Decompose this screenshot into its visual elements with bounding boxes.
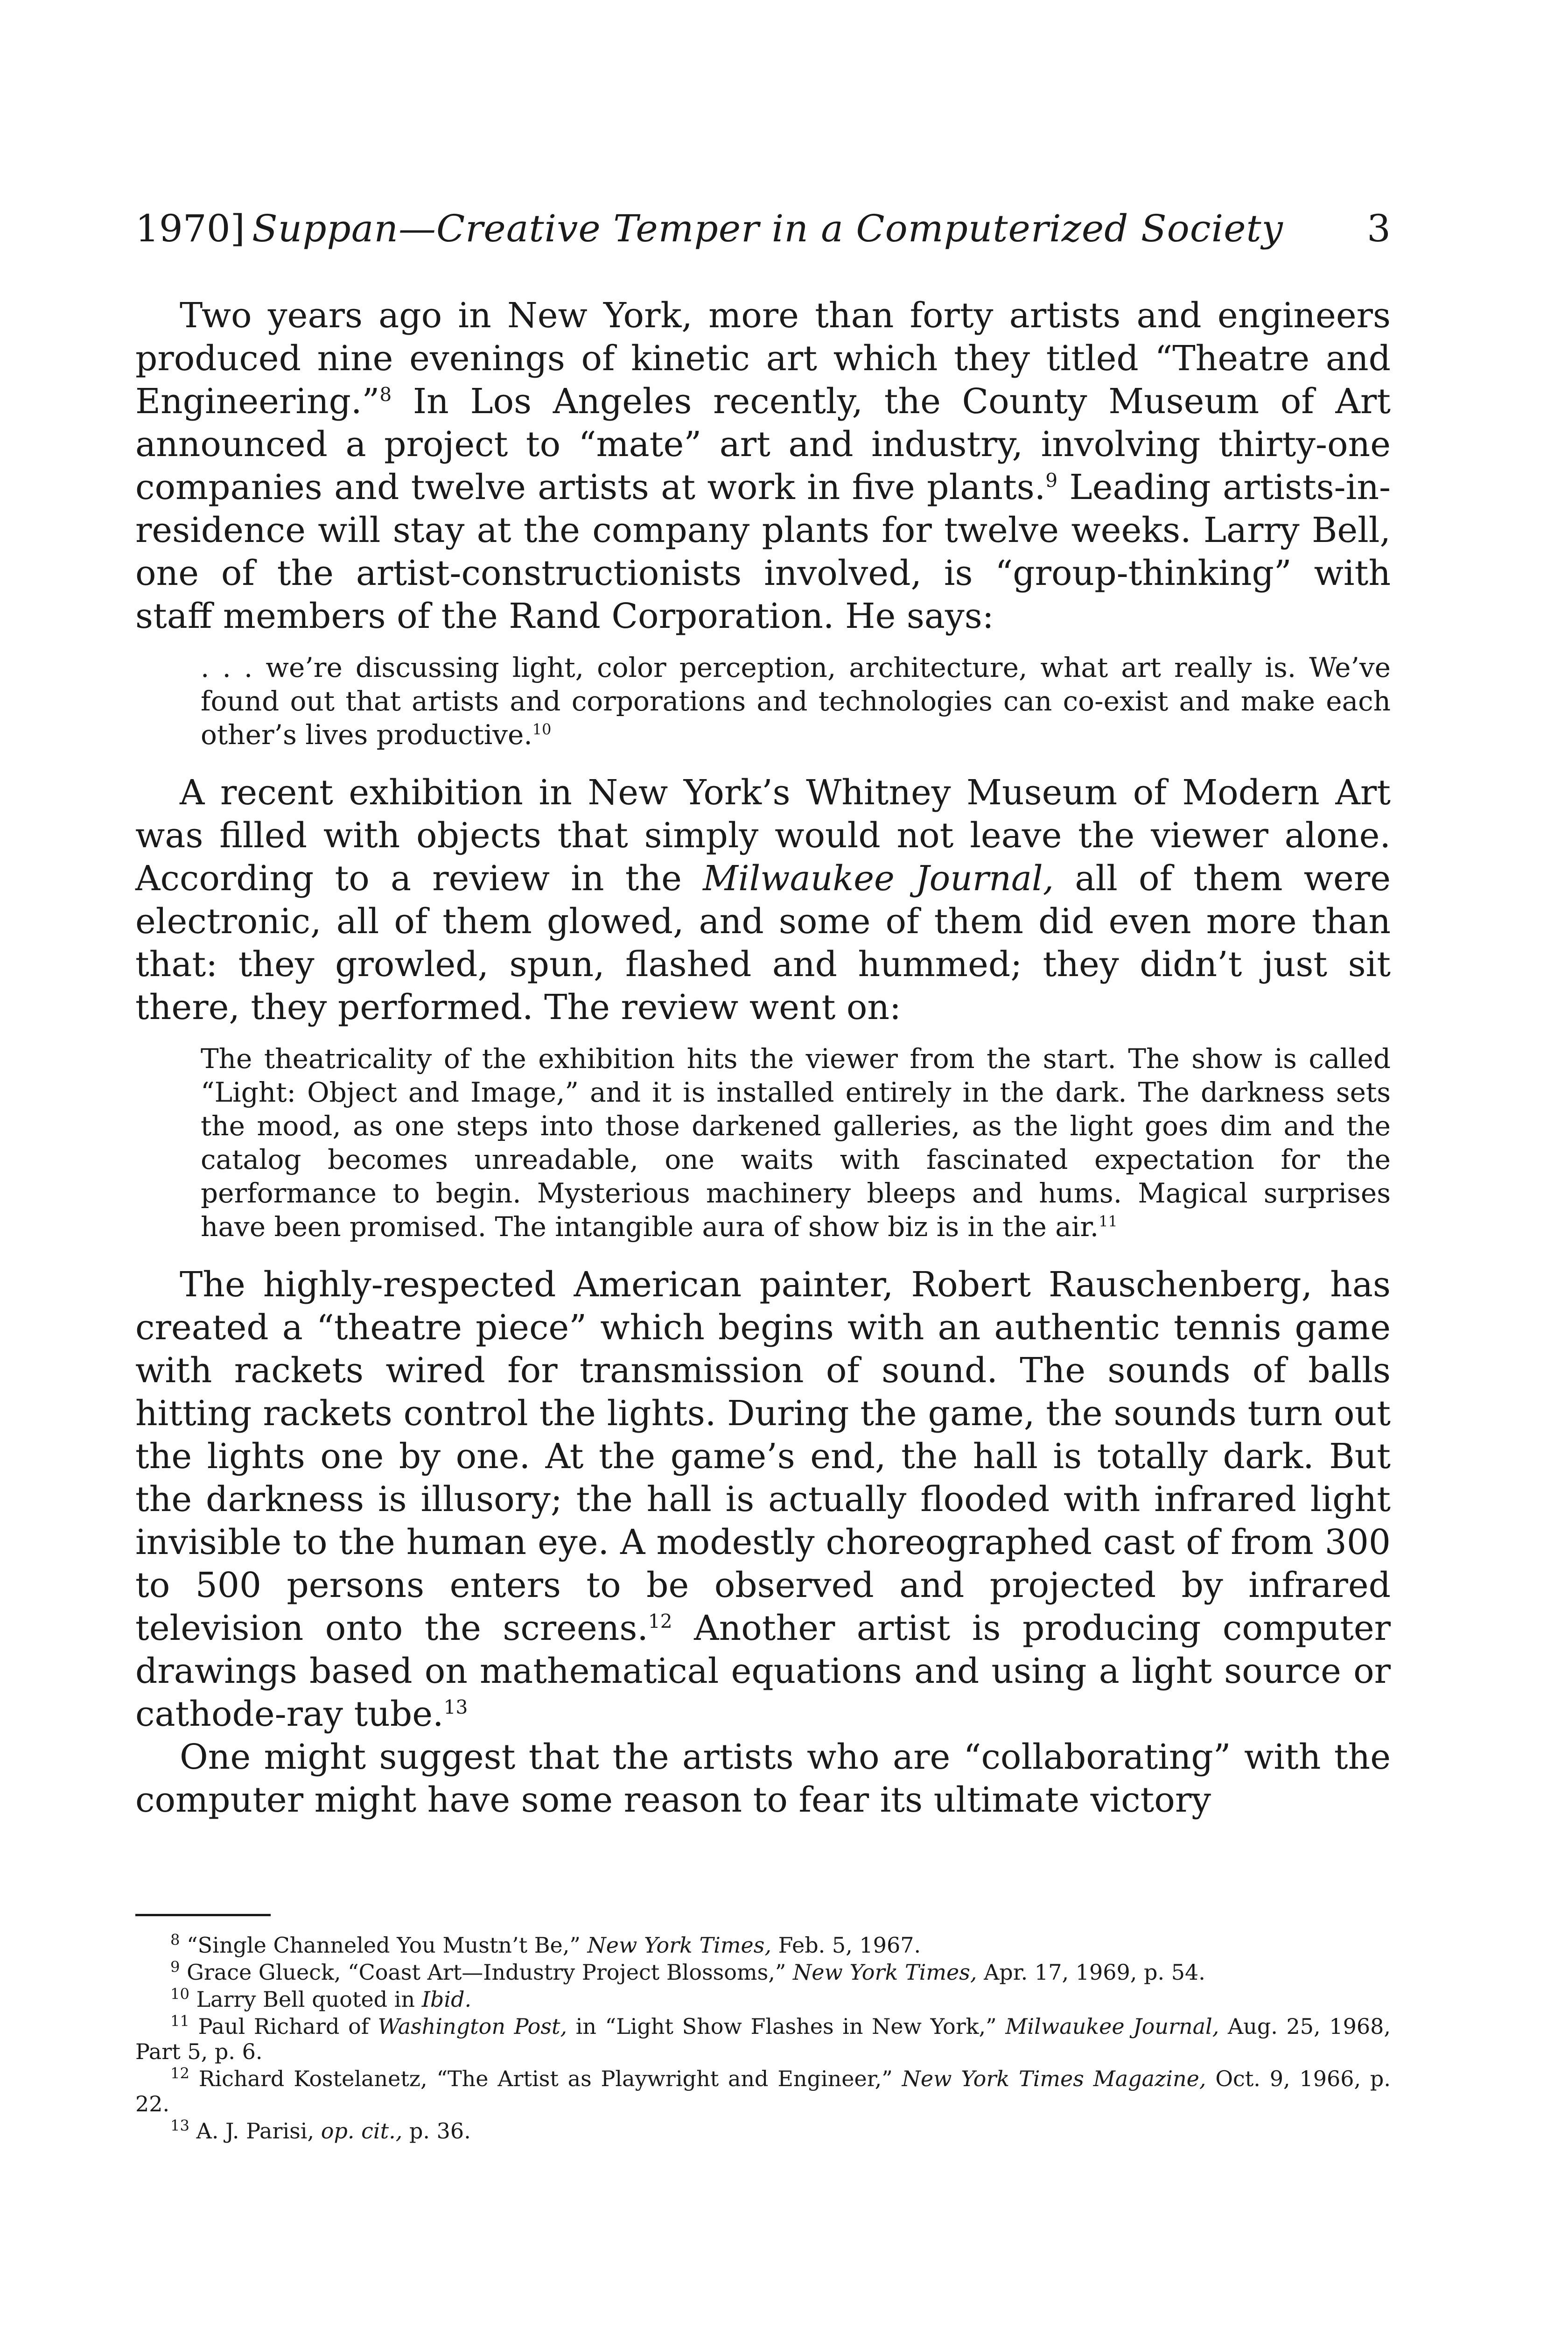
footnote-text: Richard Kostelanetz, “The Artist as Playwright and Engineer,” xyxy=(198,2066,902,2091)
quote-text: . . . we’re discussing light, color perception, architecture, what art really is. We’ve found out that artists and corporations and technologies can co-exist and make each other’s lives productive. xyxy=(201,652,1391,751)
footnote xyxy=(135,2118,1391,2144)
paragraph-text: In Los Angeles recently, the County Museum of Art announced a project to “mate” art and industry, involving thirty-one companies and twelve artists at work in five plants. xyxy=(135,381,1391,507)
footnote-ref: 9 xyxy=(1045,469,1058,492)
footnote-italic: Ibid. xyxy=(421,1987,472,2012)
footnote-text: Grace Glueck, “Coast Art—Industry Project Blossoms,” xyxy=(187,1960,793,1985)
block-quote-1 xyxy=(201,651,1391,752)
quote-text: The theatricality of the exhibition hits the viewer from the start. The show is called “Light: Object and Image,” and it is installed entirely in the dark. The darkness sets the mood, as one steps into those darkened galleries, as the light goes dim and the catalog becomes unreadable, one waits with fascinated expectation for the performance to begin. Mysterious machinery bleeps and hums. Magical surprises have been promised. The intangible aura of show biz is in the air. xyxy=(201,1043,1391,1243)
footnote-number: 11 xyxy=(170,2012,189,2030)
paragraph-text: Two years ago in New York, more than forty artists and engineers produced nine evenings of kinetic art which they titled “Theatre and Engineering.” xyxy=(135,295,1391,422)
footnote-text: in “Light Show Flashes in New York,” xyxy=(567,2014,1006,2039)
footnote-text: p. 36. xyxy=(402,2118,471,2144)
article-body xyxy=(135,294,1391,1821)
footnote-text: A. J. Parisi, xyxy=(196,2118,321,2144)
footnote xyxy=(135,2066,1391,2116)
footnote-ref: 8 xyxy=(379,383,392,406)
paragraph-3 xyxy=(135,1263,1391,1736)
footnote-italic: New York Times, xyxy=(587,1933,771,1958)
header-year: 1970] xyxy=(135,207,245,250)
footnote xyxy=(135,1960,1391,1985)
footnote-number: 12 xyxy=(170,2064,189,2082)
running-header xyxy=(135,201,1391,257)
footnote-text: Aug. 25, 1968, Part 5, p. 6. xyxy=(135,2014,1391,2064)
footnote xyxy=(135,1987,1391,2012)
paragraph-4: One might suggest that the artists who are “collaborating” with the computer might have some reason to fear its ultimate victory xyxy=(135,1737,1391,1820)
paragraph-text: A recent exhibition in New York’s Whitney Museum of Modern Art was filled with objects that simply would not leave the viewer alone. According to a review in the xyxy=(135,773,1391,899)
footnote-number: 8 xyxy=(170,1931,180,1949)
footnote-divider xyxy=(135,1914,271,1916)
block-quote-2 xyxy=(201,1042,1391,1244)
footnote-ref: 11 xyxy=(1099,1212,1118,1230)
footnotes xyxy=(135,1933,1391,2145)
footnote-text: Larry Bell quoted in xyxy=(196,1987,422,2012)
paragraph-text: all of them were electronic, all of them glowed, and some of them did even more than that: they growled, spun, flashed and hummed; they didn’t just sit there, they performed. The review went on: xyxy=(135,858,1391,1027)
footnote-text: Paul Richard of xyxy=(198,2014,378,2039)
footnote-number: 10 xyxy=(170,1985,189,2003)
paragraph-text: Another artist is producing computer drawings based on mathematical equations and using a light source or cathode-ray tube. xyxy=(135,1608,1391,1734)
footnote-number: 9 xyxy=(170,1958,180,1976)
footnote-text: Oct. 9, 1966, p. 22. xyxy=(135,2066,1391,2116)
paragraph-2 xyxy=(135,771,1391,1029)
paragraph-text: The highly-respected American painter, Robert Rauschenberg, has created a “theatre piece” which begins with an authentic tennis game with rackets wired for transmission of sound. The sounds of balls hitting rackets control the lights. During the game, the sounds turn out the lights one by one. At the game’s end, the hall is totally dark. But the darkness is illusory; the hall is actually flooded with infrared light invisible to the human eye. A modestly choreographed cast of from 300 to 500 persons enters to be observed and projected by infrared television onto the screens. xyxy=(135,1265,1391,1648)
page-number: 3 xyxy=(1367,207,1391,250)
footnote-ref: 13 xyxy=(443,1696,468,1719)
footnote xyxy=(135,1933,1391,1958)
footnote-italic: op. cit., xyxy=(321,2118,403,2144)
footnote xyxy=(135,2014,1391,2064)
running-title: Suppan—Creative Temper in a Computerized Society xyxy=(252,207,1283,250)
footnote-text: Apr. 17, 1969, p. 54. xyxy=(977,1960,1205,1985)
footnote-italic: New York Times, xyxy=(792,1960,977,1985)
footnote-text: “Single Channeled You Mustn’t Be,” xyxy=(187,1933,588,1958)
publication-title: Milwaukee Journal, xyxy=(703,858,1054,899)
paragraph-1 xyxy=(135,294,1391,638)
footnote-text: Feb. 5, 1967. xyxy=(771,1933,921,1958)
footnote-italic: Washington Post, xyxy=(378,2014,567,2039)
footnote-ref: 10 xyxy=(532,720,552,738)
footnote-italic: New York Times Magazine, xyxy=(902,2066,1206,2091)
footnote-number: 13 xyxy=(170,2116,189,2135)
footnote-ref: 12 xyxy=(648,1610,672,1633)
footnote-italic: Milwaukee Journal, xyxy=(1005,2014,1219,2039)
paragraph-text: Leading artists-in-residence will stay at the company plants for twelve weeks. Larry Bell, one of the artist-constructionists involved, is “group-thinking” with staff members of the Rand Corporation. He says: xyxy=(135,467,1391,636)
